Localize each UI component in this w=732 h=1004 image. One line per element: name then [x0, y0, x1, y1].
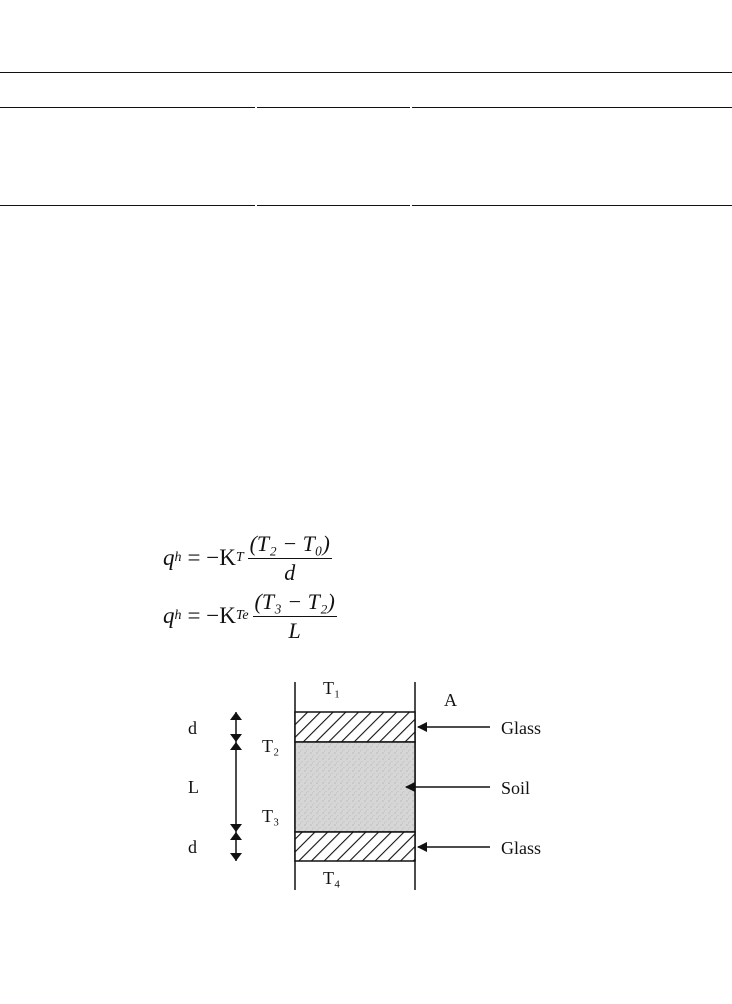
label-d-bottom: d — [188, 837, 197, 857]
label-length: L — [188, 777, 199, 797]
dimension-arrow-up — [230, 832, 242, 840]
label-glass-top: Glass — [501, 718, 541, 738]
dimension-arrow-up — [230, 742, 242, 750]
table-column-gap — [255, 105, 257, 109]
label-t3: T₃ — [262, 806, 280, 826]
eq2-lhs-sub: h — [174, 608, 182, 623]
label-area: A — [444, 690, 457, 710]
eq2-operator: = −K — [187, 603, 236, 628]
equation-soil-flux — [163, 588, 337, 644]
eq2-fraction — [253, 589, 337, 644]
soil-layer — [295, 742, 415, 832]
table-top-rule — [0, 72, 732, 73]
dimension-arrow-down — [230, 734, 242, 742]
eq2-lhs: q — [163, 603, 175, 628]
label-t2: T₂ — [262, 736, 280, 756]
eq2-denominator: L — [288, 617, 301, 643]
eq1-lhs: q — [163, 545, 175, 570]
glass-layer-top — [295, 712, 415, 742]
label-d-top: d — [188, 718, 197, 738]
eq1-operator: = −K — [187, 545, 236, 570]
table-column-gap — [410, 203, 412, 207]
glass-layer-bottom — [295, 832, 415, 861]
diagram-svg — [160, 668, 580, 900]
dimension-arrow-up — [230, 712, 242, 720]
dimension-arrow-down — [230, 853, 242, 861]
equation-glass-flux — [163, 530, 332, 586]
dimension-arrow-down — [230, 824, 242, 832]
soil-sample-diagram — [160, 668, 580, 900]
label-t4: T₄ — [323, 868, 341, 888]
eq1-lhs-sub: h — [174, 550, 182, 565]
label-t1: T₁ — [323, 678, 341, 698]
label-soil: Soil — [501, 778, 531, 798]
eq1-numerator: (T₂ − T₀) — [248, 531, 332, 559]
eq1-coef-sub: T — [235, 550, 244, 565]
eq2-numerator: (T₃ − T₂) — [253, 589, 337, 617]
eq1-fraction — [248, 531, 332, 586]
table-column-gap — [410, 105, 412, 109]
eq2-coef-sub: Te — [235, 608, 249, 623]
table-column-gap — [255, 203, 257, 207]
table-bottom-rule — [0, 205, 732, 206]
table-header-rule — [0, 107, 732, 108]
heat-flux-equations — [163, 530, 403, 645]
label-glass-bottom: Glass — [501, 838, 541, 858]
eq1-denominator: d — [284, 559, 296, 585]
